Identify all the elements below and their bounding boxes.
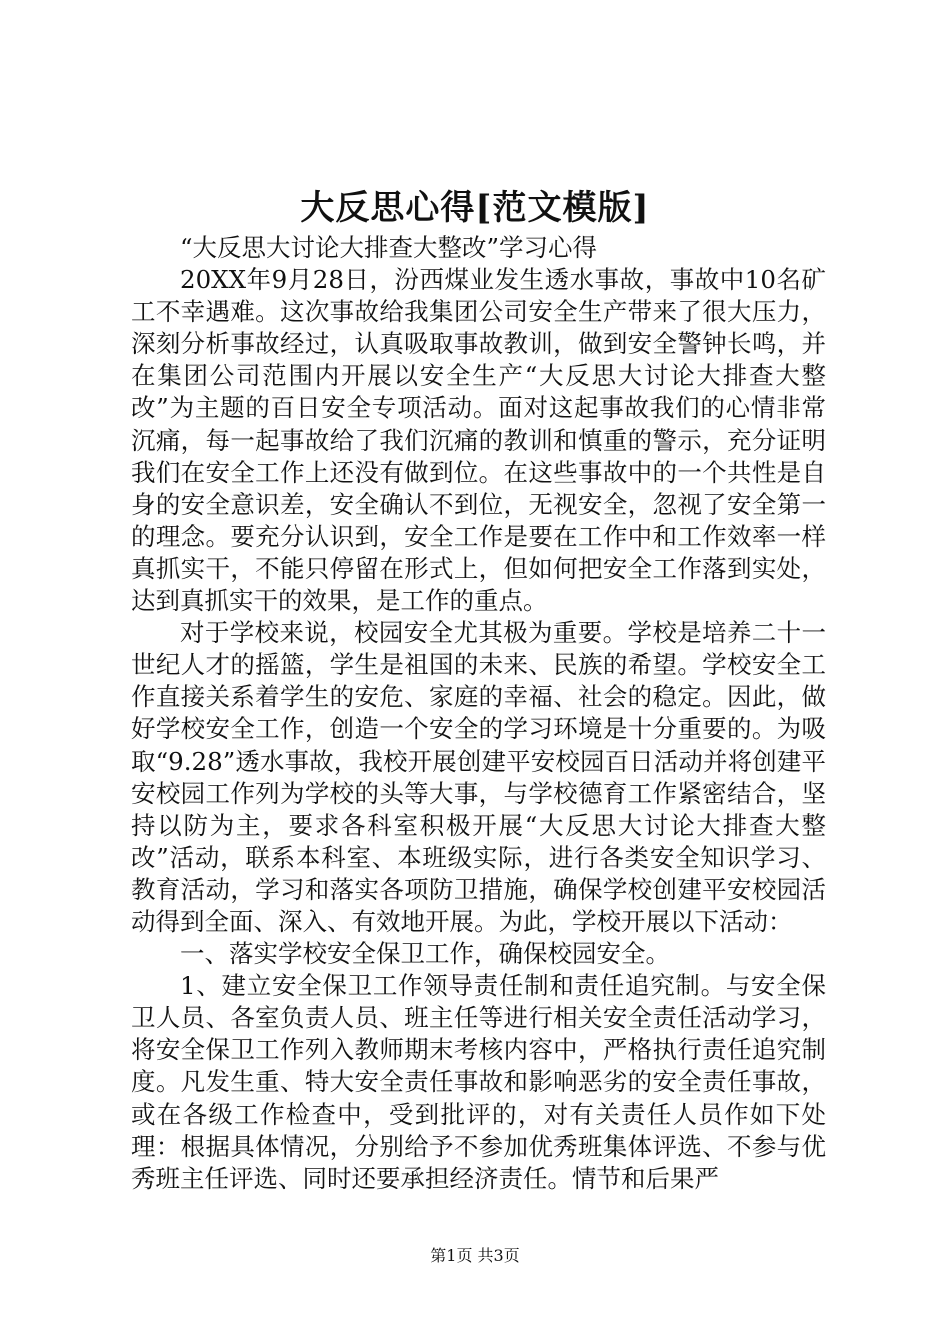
page-footer: 第1页 共3页 bbox=[430, 1246, 520, 1265]
subtitle-paragraph: “大反思大讨论大排查大整改”学习心得 bbox=[180, 233, 598, 262]
body-paragraph: 20XX年9月28日，汾西煤业发生透水事故，事故中10名矿工不幸遇难。这次事故给我集团公司安全生产带来了很大压力，深刻分析事故经过，认真吸取事故教训，做到安全警钟长鸣，并在集团公司范围内开展以安全生产“大反思大讨论大排查大整改”为主题的百日安全专项活动。面对这起事故我们的心情非常沉痛，每一起事故给了我们沉痛的教训和慎重的警示，充分证明我们在安全工作上还没有做到位。在这些事故中的一个共性是自身的安全意识差，安全确认不到位，无视安全，忽视了安全第一的理念。要充分认识到，安全工作是要在工作中和工作效率一样真抓实干，不能只停留在形式上，但如何把安全工作落到实处，达到真抓实干的效果，是工作的重点。 bbox=[131, 265, 826, 616]
body-paragraph: 1、建立安全保卫工作领导责任制和责任追究制。与安全保卫人员、各室负责人员、班主任等进行相关安全责任活动学习，将安全保卫工作列入教师期末考核内容中，严格执行责任追究制度。凡发生重、特大安全责任事故和影响恶劣的安全责任事故，或在各级工作检查中，受到批评的，对有关责任人员作如下处理：根据具体情况，分别给予不参加优秀班集体评选、不参与优秀班主任评选、同时还要承担经济责任。情节和后果严 bbox=[131, 971, 826, 1193]
document-title: 大反思心得[范文模版] bbox=[300, 188, 650, 228]
document-body bbox=[131, 232, 826, 1195]
body-paragraph: 对于学校来说，校园安全尤其极为重要。学校是培养二十一世纪人才的摇篮，学生是祖国的未来、民族的希望。学校安全工作直接关系着学生的安危、家庭的幸福、社会的稳定。因此，做好学校安全工作，创造一个安全的学习环境是十分重要的。为吸取“9.28”透水事故，我校开展创建平安校园百日活动并将创建平安校园工作列为学校的头等大事，与学校德育工作紧密结合，坚持以防为主，要求各科室积极开展“大反思大讨论大排查大整改”活动，联系本科室、本班级实际，进行各类安全知识学习、教育活动，学习和落实各项防卫措施，确保学校创建平安校园活动得到全面、深入、有效地开展。为此，学校开展以下活动： bbox=[131, 618, 826, 936]
section-heading: 一、落实学校安全保卫工作，确保校园安全。 bbox=[180, 939, 670, 969]
